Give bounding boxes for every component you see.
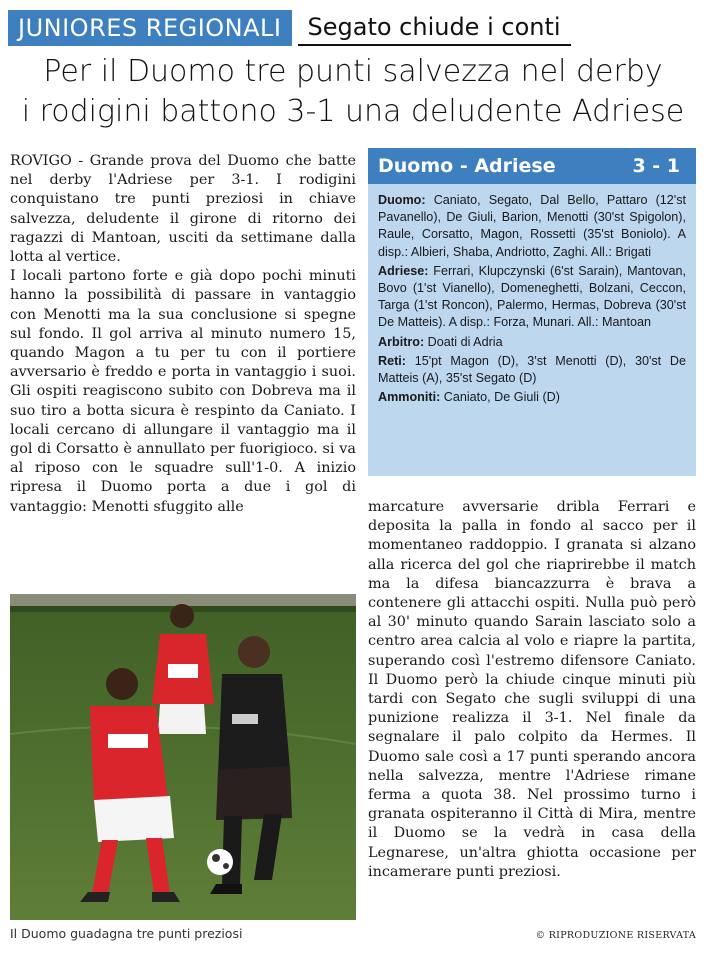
bookings xyxy=(378,389,686,406)
kicker-title: Segato chiude i conti xyxy=(298,10,571,46)
goals xyxy=(378,353,686,387)
match-title: Duomo - Adriese xyxy=(378,155,556,177)
headline-line-1: Per il Duomo tre punti salvezza nel derby xyxy=(43,54,663,89)
referee xyxy=(378,334,686,351)
lineup-adriese-label: Adriese: xyxy=(378,263,429,278)
photo-illustration xyxy=(10,594,356,920)
match-details xyxy=(368,184,696,406)
article-paragraph-2: I locali partono forte e già dopo pochi minuti hanno la possibilità di passare in vantaggio con Menotti ma la sua conclusione si spegne sul fondo. Il gol arriva al minuto numero 15, quando Magon a tu per tu con il portiere avversario è freddo e porta in vantaggio i suoi. Gli ospiti reagiscono subito con Dobreva ma il suo tiro a botta sicura è respinto da Caniato. I locali cercano di allungare il vantaggio ma il gol di Corsatto è annullato per fuorigioco. si va al riposo con le squadre sull'1-0. A inizio ripresa il Duomo porta a due i gol di vantaggio: Menotti sfuggito alle xyxy=(10,268,356,515)
article-column-2 xyxy=(368,498,696,882)
goals-label: Reti: xyxy=(378,353,406,368)
section-label: JUNIORES REGIONALI xyxy=(8,10,292,46)
lineup-duomo xyxy=(378,192,686,261)
lineup-duomo-text: Caniato, Segato, Dal Bello, Pattaro (12'st Pavanello), De Giuli, Barion, Menotti (30'st Spigolon), Raule, Corsatto, Magon, Rossetti (35'st Boniolo). A disp.: Albieri, Shaba, Andriotto, Zaghi. All.: Brigati xyxy=(378,193,686,259)
headline xyxy=(0,52,706,132)
bookings-label: Ammoniti: xyxy=(378,390,441,405)
match-score: 3 - 1 xyxy=(632,155,680,177)
lineup-duomo-label: Duomo: xyxy=(378,193,426,207)
lineup-adriese-text: Ferrari, Klupczynski (6'st Sarain), Mantovan, Bovo (1'st Vianello), Domeneghetti, Bolzani, Ceccon, Targa (1'st Roncon), Palermo, Hermas, Dobreva (30'st De Matteis). A disp.: Forza, Munari. All.: Mantoan xyxy=(378,263,686,330)
bookings-text: Caniato, De Giuli (D) xyxy=(443,390,560,405)
referee-label: Arbitro: xyxy=(378,334,425,349)
goals-text: 15'pt Magon (D), 3'st Menotti (D), 30'st De Matteis (A), 35'st Segato (D) xyxy=(378,353,686,386)
section-header xyxy=(8,10,571,46)
article-paragraph-3: marcature avversarie dribla Ferrari e deposita la palla in fondo al sacco per il momentaneo raddoppio. I granata si alzano alla ricerca del gol che riaprirebbe il match ma la difesa biancazzurra è brava a contenere gli attacchi ospiti. Nulla può però al 30' minuto quando Sarain lasciato solo a centro area calcia al volo e riapre la partita, superando così l'estremo difensore Caniato. Il Duomo però la chiude cinque minuti più tardi con Segato che sugli sviluppi di una punizione realizza il 3-1. Nel finale da segnalare il palo colpito da Hermes. Il Duomo sale così a 17 punti sperando ancora nella salvezza, mentre l'Adriese rimane ferma a quota 38. Nel prossimo turno i granata ospiteranno il Città di Mira, mentre il Duomo se la vedrà in casa della Legnarese, un'altra ghiotta occasione per incamerare punti preziosi. xyxy=(368,499,696,880)
match-photo xyxy=(10,594,356,920)
article-paragraph-1: ROVIGO - Grande prova del Duomo che batte nel derby l'Adriese per 3-1. I rodigini conquistano tre punti preziosi in chiave salvezza, deludente il girone di ritorno dei ragazzi di Mantoan, usciti da settimane dalla lotta al vertice. xyxy=(10,153,356,266)
copyright-notice: © RIPRODUZIONE RISERVATA xyxy=(535,930,696,941)
lineup-adriese xyxy=(378,263,686,332)
photo-caption: Il Duomo guadagna tre punti preziosi xyxy=(10,926,243,941)
headline-line-2: i rodigini battono 3-1 una deludente Adriese xyxy=(21,94,685,129)
match-report-box xyxy=(368,148,696,476)
match-header xyxy=(368,148,696,184)
referee-text: Doati di Adria xyxy=(427,334,503,349)
article-column-1 xyxy=(10,152,356,517)
